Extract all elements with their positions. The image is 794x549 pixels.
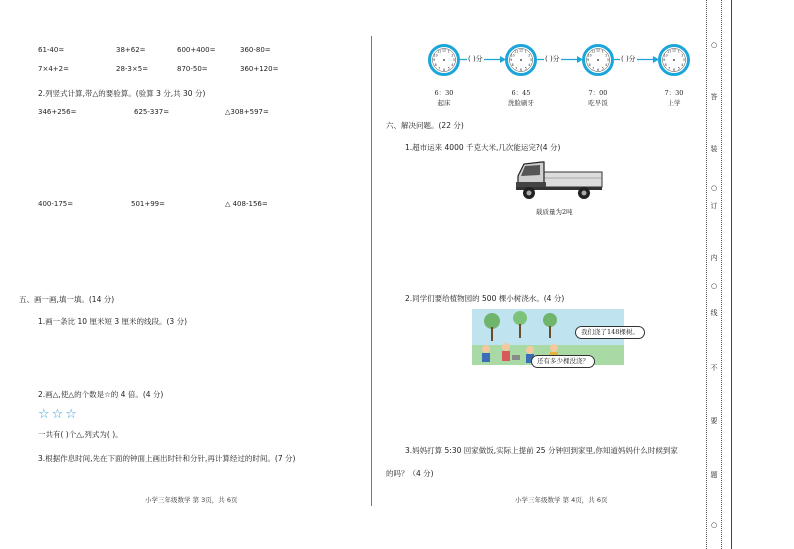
svg-text:6: 6 xyxy=(519,68,523,72)
binding-char: 装 xyxy=(710,145,718,153)
question-title: 3.妈妈打算 5:30 回家做饭,实际上提前 25 分钟回到家里,你知道妈妈什么时候到家 xyxy=(405,446,678,455)
svg-text:12: 12 xyxy=(595,48,601,53)
vertical-calc-item: 625-337= xyxy=(134,108,170,116)
svg-text:11: 11 xyxy=(514,49,519,54)
clock-time: 6：30 xyxy=(434,89,454,97)
vertical-calc-item: △ 408-156= xyxy=(225,200,268,208)
binding-char: 题 xyxy=(710,471,718,479)
binding-char: 答 xyxy=(710,93,718,101)
calc-item: 38+62= xyxy=(116,46,146,54)
calc-item: 28-3×5= xyxy=(116,65,149,73)
fill-in-line: 一共有( )个△,列式为( )。 xyxy=(38,430,123,439)
svg-text:12: 12 xyxy=(518,48,524,53)
speech-bubble: 还有多少棵没浇？ xyxy=(531,355,595,368)
truck-caption: 载质量为2吨 xyxy=(536,208,573,216)
svg-text:8: 8 xyxy=(434,63,437,67)
binding-char: ○ xyxy=(710,184,718,192)
clock-activity: 上学 xyxy=(667,99,681,107)
svg-text:5: 5 xyxy=(677,66,680,71)
svg-text:2: 2 xyxy=(528,53,531,58)
calc-item: 360-80= xyxy=(240,46,271,54)
svg-text:11: 11 xyxy=(437,49,442,54)
svg-text:7: 7 xyxy=(668,66,671,71)
truck-icon xyxy=(514,158,606,206)
svg-text:4: 4 xyxy=(681,63,684,67)
question-title: 2.同学们要给植物园的 500 棵小树浇水。(4 分) xyxy=(405,294,565,303)
svg-text:2: 2 xyxy=(451,53,454,58)
svg-text:12: 12 xyxy=(441,48,447,53)
svg-text:4: 4 xyxy=(451,63,454,67)
question-title: 3.根据作息时间,先在下面的钟面上画出时针和分针,再计算经过的时间。(7 分) xyxy=(38,454,296,463)
speech-bubble: 我们浇了148棵树。 xyxy=(575,326,645,339)
binding-char: 不 xyxy=(710,364,718,372)
question-title: 2.列竖式计算,带△的要验算。(验算 3 分,共 30 分) xyxy=(38,89,206,98)
clock-time: 7：00 xyxy=(588,89,608,97)
clock-time: 7：30 xyxy=(664,89,684,97)
clock-time: 6：45 xyxy=(511,89,531,97)
question-title: 2.画△,使△的个数是☆的 4 倍。(4 分) xyxy=(38,390,164,399)
svg-text:10: 10 xyxy=(433,53,438,58)
page-divider xyxy=(371,36,372,506)
clock-face-icon xyxy=(582,44,614,76)
binding-char: 订 xyxy=(710,202,718,210)
binding-char: 要 xyxy=(710,417,718,425)
svg-text:4: 4 xyxy=(528,63,531,67)
binding-char: ○ xyxy=(710,521,718,529)
calc-item: 360+120= xyxy=(240,65,279,73)
binding-char: ○ xyxy=(710,282,718,290)
binding-char: 内 xyxy=(710,254,718,262)
svg-text:4: 4 xyxy=(605,63,608,67)
clock-face-icon xyxy=(505,44,537,76)
clock-face-icon xyxy=(658,44,690,76)
svg-text:9: 9 xyxy=(587,58,590,63)
svg-text:10: 10 xyxy=(663,53,668,58)
clock-activity: 吃早饭 xyxy=(588,99,608,107)
page-footer: 小学三年级数学 第 4页，共 6页 xyxy=(515,496,608,504)
svg-text:3: 3 xyxy=(606,58,609,63)
svg-text:11: 11 xyxy=(591,49,596,54)
svg-text:8: 8 xyxy=(511,63,514,67)
svg-text:7: 7 xyxy=(515,66,518,71)
svg-text:8: 8 xyxy=(588,63,591,67)
vertical-calc-item: 501+99= xyxy=(131,200,165,208)
svg-text:5: 5 xyxy=(524,66,527,71)
page-footer: 小学三年级数学 第 3页，共 6页 xyxy=(145,496,238,504)
svg-text:10: 10 xyxy=(510,53,515,58)
svg-text:1: 1 xyxy=(447,49,450,54)
svg-text:1: 1 xyxy=(601,49,604,54)
svg-text:2: 2 xyxy=(605,53,608,58)
svg-text:11: 11 xyxy=(667,49,672,54)
clock-activity: 洗脸刷牙 xyxy=(508,99,534,107)
question-title: 1.超市运来 4000 千克大米,几次能运完?(4 分) xyxy=(405,143,561,152)
binding-char: ○ xyxy=(710,41,718,49)
interval-blank: ( )分 xyxy=(621,55,636,63)
clock-face-icon xyxy=(428,44,460,76)
calc-item: 7×4+2= xyxy=(38,65,69,73)
svg-text:7: 7 xyxy=(438,66,441,71)
svg-text:6: 6 xyxy=(672,68,676,72)
interval-blank: ( )分 xyxy=(468,55,483,63)
interval-blank: ( )分 xyxy=(545,55,560,63)
svg-text:3: 3 xyxy=(529,58,532,63)
svg-text:9: 9 xyxy=(510,58,513,63)
calc-item: 600+400= xyxy=(177,46,216,54)
vertical-calc-item: △308+597= xyxy=(225,108,269,116)
svg-text:7: 7 xyxy=(592,66,595,71)
calc-item: 870-50= xyxy=(177,65,208,73)
svg-text:3: 3 xyxy=(452,58,455,63)
svg-text:2: 2 xyxy=(681,53,684,58)
vertical-calc-item: 346+256= xyxy=(38,108,77,116)
svg-text:6: 6 xyxy=(596,68,600,72)
svg-text:5: 5 xyxy=(601,66,604,71)
svg-text:1: 1 xyxy=(677,49,680,54)
svg-text:1: 1 xyxy=(524,49,527,54)
svg-text:6: 6 xyxy=(442,68,446,72)
section-title: 六、解决问题。(22 分) xyxy=(386,121,464,130)
svg-text:5: 5 xyxy=(447,66,450,71)
section-title: 五、画一画,填一填。(14 分) xyxy=(19,295,115,304)
question-title: 1.画一条比 10 厘米短 3 厘米的线段。(3 分) xyxy=(38,317,188,326)
question-title: 的吗？（4 分) xyxy=(386,469,434,478)
stars-row: ☆☆☆ xyxy=(38,407,79,422)
svg-text:9: 9 xyxy=(663,58,666,63)
vertical-calc-item: 400-175= xyxy=(38,200,74,208)
calc-item: 61-40= xyxy=(38,46,65,54)
svg-text:8: 8 xyxy=(664,63,667,67)
svg-text:9: 9 xyxy=(433,58,436,63)
clock-activity: 起床 xyxy=(437,99,451,107)
svg-text:12: 12 xyxy=(671,48,677,53)
svg-text:10: 10 xyxy=(587,53,592,58)
binding-char: 线 xyxy=(710,309,718,317)
svg-text:3: 3 xyxy=(682,58,685,63)
